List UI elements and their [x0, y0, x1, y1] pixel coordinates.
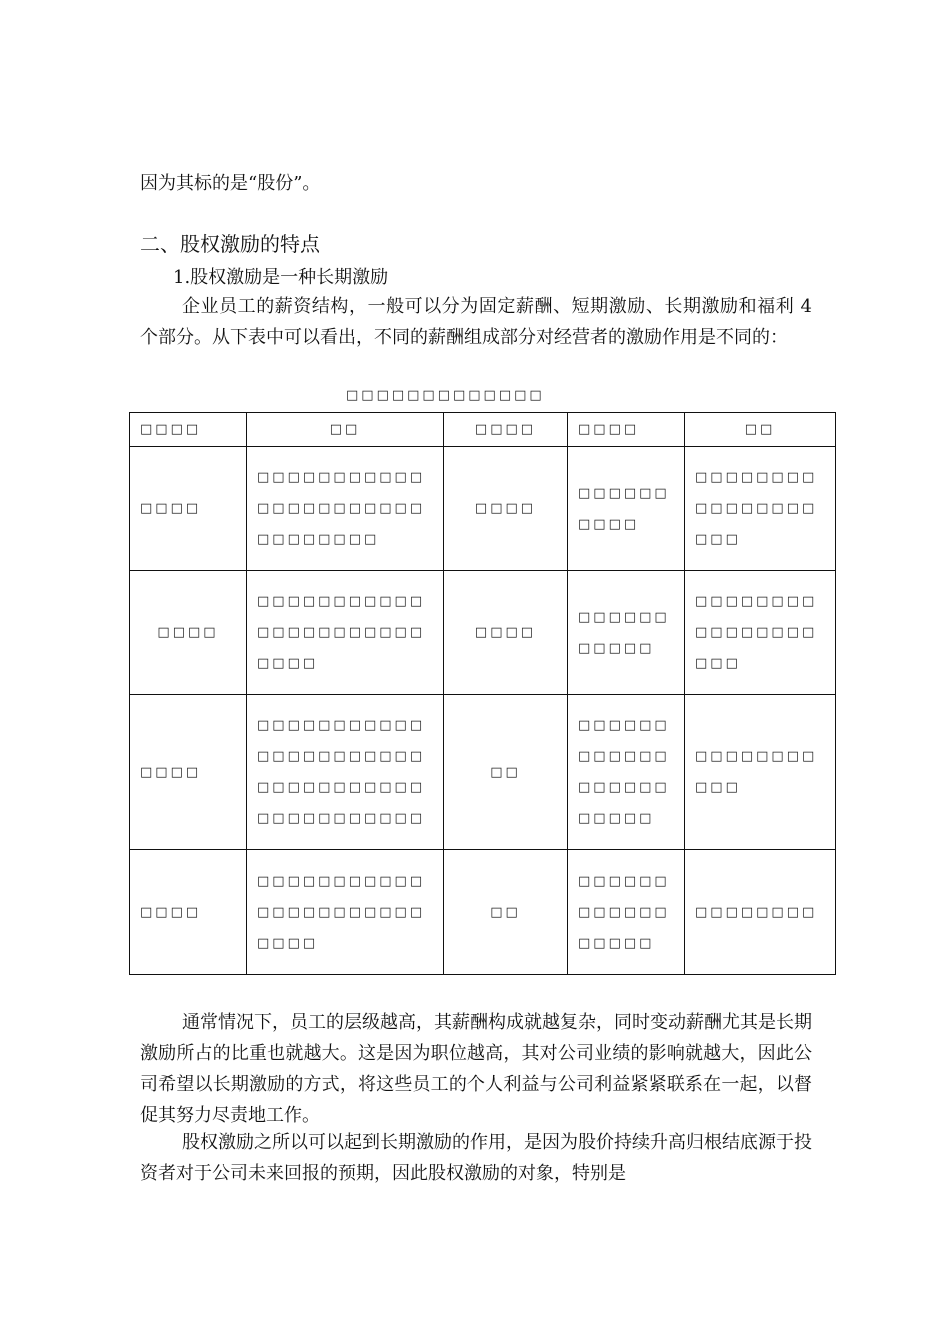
salary-table — [129, 412, 836, 975]
subheading: 1.股权激励是一种长期激励 — [173, 267, 389, 288]
table-row — [130, 695, 836, 850]
table-cell: □□□□□□□□□□ — [568, 447, 685, 571]
table-cell: □□□□□□□□□□□□□□□□□ — [568, 850, 685, 975]
table-header-row — [130, 413, 836, 447]
table-cell: □□ — [444, 850, 568, 975]
table-cell: □□□□□□□□□□□□□□□□□□□□□□□ — [568, 695, 685, 850]
table-cell: □□□□□□□□□□□□□□□□□□□□□□□□□□ — [247, 571, 444, 695]
table-row — [130, 571, 836, 695]
paragraph-top: 因为其标的是“股份”。 — [140, 173, 321, 194]
table-cell: □□□□□□□□□□□□□□□□□□□□□□□□□□□□□□ — [247, 447, 444, 571]
table-header-cell: □□ — [247, 413, 444, 447]
table-cell: □□□□ — [444, 447, 568, 571]
table-cell: □□□□□□□□□□□ — [568, 571, 685, 695]
table-cell: □□□□ — [130, 850, 247, 975]
table-cell: □□□□ — [130, 695, 247, 850]
table-cell: □□□□□□□□□□□□□□□□□□□□□□□□□□□□□□□□□□□□□□□□□□□□ — [247, 695, 444, 850]
table-cell: □□□□ — [130, 447, 247, 571]
paragraph-after-table-2: 股权激励之所以可以起到长期激励的作用，是因为股价持续升高归根结底源于投资者对于公司未来回报的预期，因此股权激励的对象，特别是 — [140, 1132, 812, 1184]
table-cell: □□□□ — [444, 571, 568, 695]
table-cell: □□ — [444, 695, 568, 850]
table-header-cell: □□□□ — [130, 413, 247, 447]
table-cell: □□□□ — [130, 571, 247, 695]
table-header-cell: □□□□ — [444, 413, 568, 447]
table-header-cell: □□□□ — [568, 413, 685, 447]
table-cell: □□□□□□□□□□□□□□□□□□□□□□□□□□ — [247, 850, 444, 975]
table-cell: □□□□□□□□□□□□□□□□□□□ — [685, 447, 836, 571]
table-header-cell: □□ — [685, 413, 836, 447]
section-heading: 二、股权激励的特点 — [140, 232, 320, 256]
table-cell: □□□□□□□□□□□ — [685, 695, 836, 850]
table-row — [130, 850, 836, 975]
table-cell: □□□□□□□□□□□□□□□□□□□ — [685, 571, 836, 695]
table-caption: □□□□□□□□□□□□□ — [346, 388, 545, 403]
table-row — [130, 447, 836, 571]
table-cell: □□□□□□□□ — [685, 850, 836, 975]
paragraph-intro: 企业员工的薪资结构，一般可以分为固定薪酬、短期激励、长期激励和福利 4 个部分。从下表中可以看出，不同的薪酬组成部分对经营者的激励作用是不同的： — [140, 296, 812, 348]
paragraph-after-table-1: 通常情况下，员工的层级越高，其薪酬构成就越复杂，同时变动薪酬尤其是长期激励所占的比重也就越大。这是因为职位越高，其对公司业绩的影响就越大，因此公司希望以长期激励的方式，将这些员工的个人利益与公司利益紧紧联系在一起，以督促其努力尽责地工作。 — [140, 1012, 812, 1126]
